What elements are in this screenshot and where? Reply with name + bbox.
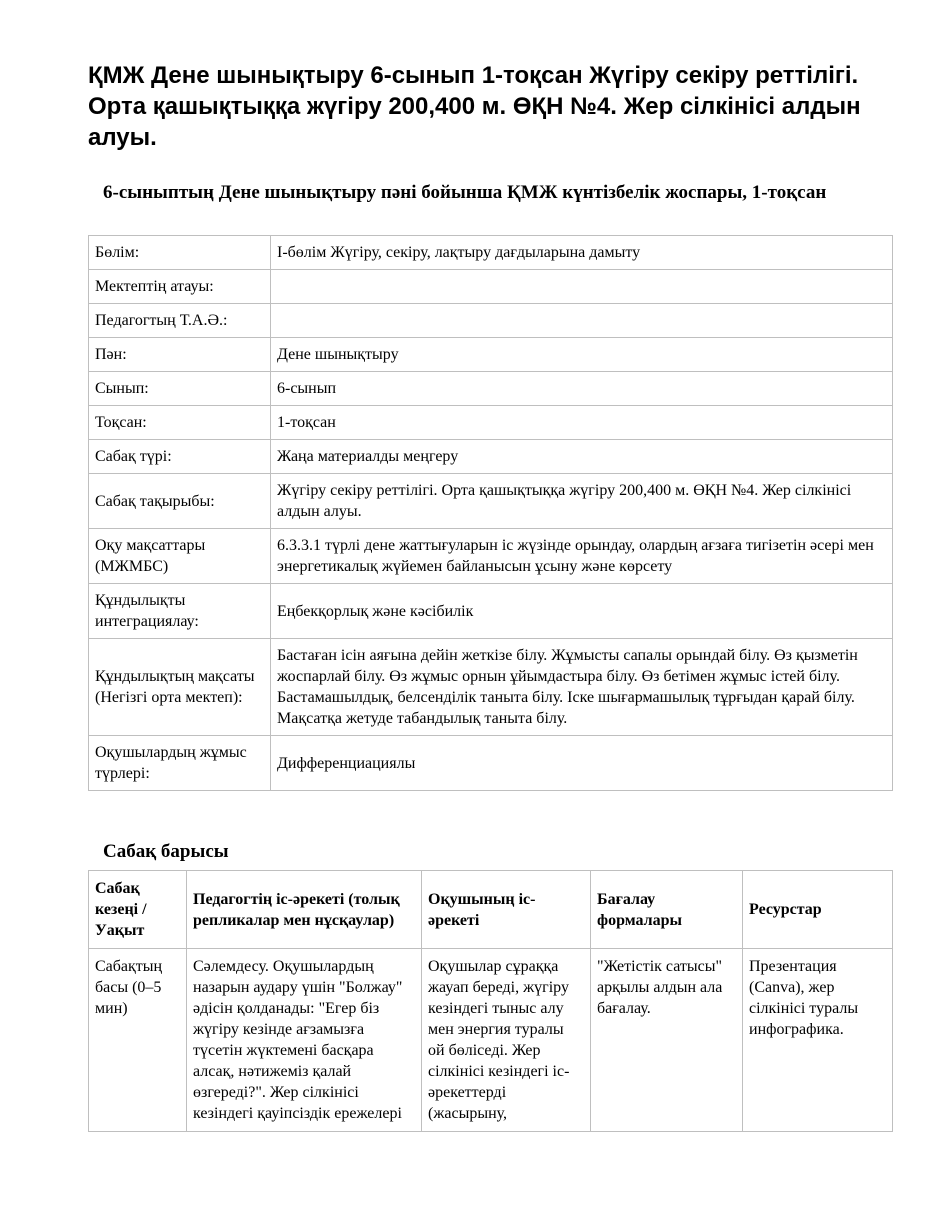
table-row: [89, 736, 893, 791]
column-header: Бағалау формалары: [591, 871, 743, 949]
column-header: Педагогтің іс-әрекеті (толық репликалар мен нұсқаулар): [187, 871, 422, 949]
table-header-row: [89, 871, 893, 949]
row-label: Бөлім:: [89, 236, 271, 270]
table-row: [89, 529, 893, 584]
row-label: Оқу мақсаттары (МЖМБС): [89, 529, 271, 584]
table-row: [89, 474, 893, 529]
table-row: [89, 406, 893, 440]
column-header: Оқушының іс-әрекеті: [422, 871, 591, 949]
table-row: [89, 372, 893, 406]
column-header: Ресурстар: [743, 871, 893, 949]
table-row: [89, 236, 893, 270]
row-value: Дифференциациялы: [271, 736, 893, 791]
row-value: Дене шынықтыру: [271, 338, 893, 372]
row-value: Еңбекқорлық және кәсібилік: [271, 584, 893, 639]
row-label: Сабақ түрі:: [89, 440, 271, 474]
row-label: Оқушылардың жұмыс түрлері:: [89, 736, 271, 791]
row-value: 6.3.3.1 түрлі дене жаттығуларын іс жүзінде орындау, олардың ағзаға тигізетін әсері мен энергетикалық жүйемен байланысын ұсыну және көрсету: [271, 529, 893, 584]
column-header: Сабақ кезеңі / Уақыт: [89, 871, 187, 949]
table-row: [89, 270, 893, 304]
table-row: [89, 440, 893, 474]
row-label: Сабақ тақырыбы:: [89, 474, 271, 529]
row-value: 6-сынып: [271, 372, 893, 406]
row-value: 1-тоқсан: [271, 406, 893, 440]
assessment-cell: "Жетістік сатысы" арқылы алдын ала бағалау.: [591, 949, 743, 1132]
table-row: [89, 639, 893, 736]
row-label: Педагогтың Т.А.Ә.:: [89, 304, 271, 338]
table-row: [89, 338, 893, 372]
student-action-cell: Оқушылар сұраққа жауап береді, жүгіру кезіндегі тыныс алу мен энергия туралы ой бөліседі. Жер сілкінісі кезіндегі іс-әрекеттерді (жасырыну,: [422, 949, 591, 1132]
table-row: [89, 304, 893, 338]
row-value: [271, 270, 893, 304]
teacher-action-cell: Сәлемдесу. Оқушылардың назарын аудару үшін "Болжау" әдісін қолданады: "Егер біз жүгіру кезінде ағзамызға түсетін жүктемені басқара алсақ, нәтижеміз қалай өзгереді?". Жер сілкінісі кезіндегі қауіпсіздік ережелері: [187, 949, 422, 1132]
row-value: Жүгіру секіру реттілігі. Орта қашықтыққа жүгіру 200,400 м. ӨҚН №4. Жер сілкінісі алдын алуы.: [271, 474, 893, 529]
resources-cell: Презентация (Canva), жер сілкінісі туралы инфографика.: [743, 949, 893, 1132]
plan-heading: 6-сыныптың Дене шынықтыру пәні бойынша ҚМЖ күнтізбелік жоспары, 1-тоқсан: [103, 182, 827, 203]
table-row: [89, 949, 893, 1132]
document-title: ҚМЖ Дене шынықтыру 6-сынып 1-тоқсан Жүгіру секіру реттілігі. Орта қашықтыққа жүгіру 200,400 м. ӨҚН №4. Жер сілкінісі алдын алуы.: [88, 62, 861, 151]
row-value: Жаңа материалды меңгеру: [271, 440, 893, 474]
row-label: Сынып:: [89, 372, 271, 406]
row-label: Құндылықты интеграциялау:: [89, 584, 271, 639]
row-value: Бастаған ісін аяғына дейін жеткізе білу. Жұмысты сапалы орындай білу. Өз қызметін жоспарлай білу. Өз жұмыс орнын ұйымдастыра білу. Өз бетімен жұмыс істей білу. Бастамашылдық, белсенділік таныта білу. Іске шығармашылық тұрғыдан қарай білу. Мақсатқа жетуде табандылық таныта білу.: [271, 639, 893, 736]
lesson-info-table: [88, 235, 893, 791]
process-heading: Сабақ барысы: [103, 841, 229, 862]
table-row: [89, 584, 893, 639]
row-value: I-бөлім Жүгіру, секіру, лақтыру дағдыларына дамыту: [271, 236, 893, 270]
row-label: Тоқсан:: [89, 406, 271, 440]
row-value: [271, 304, 893, 338]
row-label: Мектептің атауы:: [89, 270, 271, 304]
row-label: Пән:: [89, 338, 271, 372]
row-label: Құндылықтың мақсаты (Негізгі орта мектеп):: [89, 639, 271, 736]
lesson-process-table: [88, 870, 893, 1132]
stage-cell: Сабақтың басы (0–5 мин): [89, 949, 187, 1132]
